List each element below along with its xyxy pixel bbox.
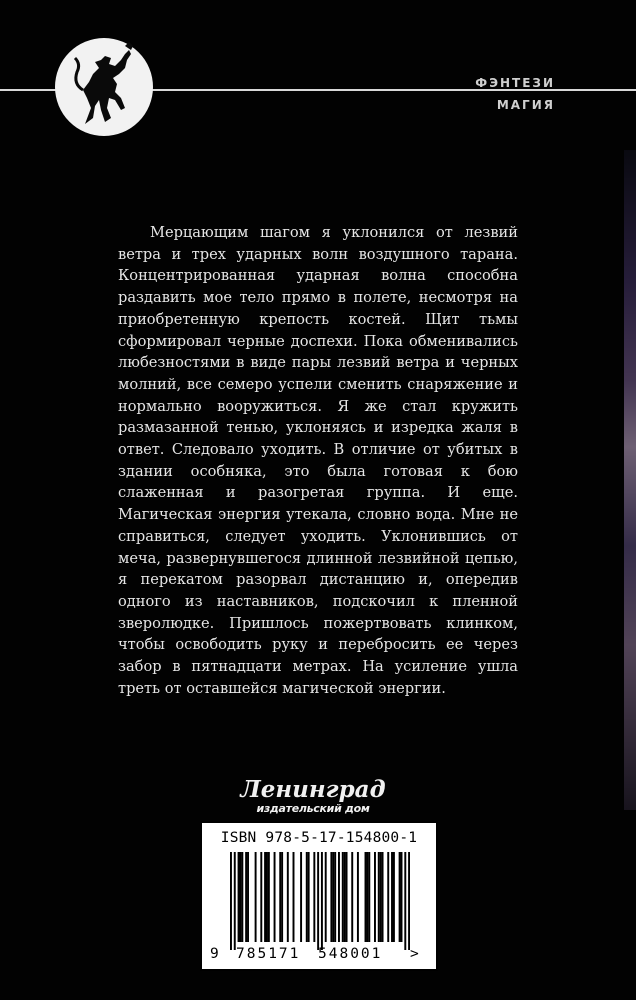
barcode-bar [382,852,384,942]
barcode-block [200,821,438,971]
publisher-name: Ленинград [240,776,386,803]
barcode-bar [393,852,395,942]
ean-digit-first: 9 [210,946,219,962]
barcode-bar [387,852,389,942]
barcode-bar [245,852,247,942]
isbn-text: ISBN 978-5-17-154800-1 [220,830,418,846]
blurb-text [118,222,518,699]
barcode-bar [338,852,340,942]
barcode-bar [391,852,393,942]
barcode-bar [401,852,403,942]
barcode-bar [230,852,232,950]
barcode-bar [325,852,327,942]
barcode-bar [264,852,266,942]
blurb-paragraph: Мерцающим шагом я уклонился от лезвий ветра и трех ударных волн воздушного тарана. Концентрированная ударная волна способна раздавить мое тело прямо в полете, несмотря на приобретенную крепость костей. Щит тьмы сформировал черные доспехи. Пока обменивались любезностями в виде пары лезвий ветра и черных молний, все семеро успели сменить снаряжение и нормально вооружиться. Я же стал кружить размазанной тенью, уклоняясь и изредка жаля в ответ. Следовало уходить. В отличие от убитых в здании особняка, это была готовая к бою слаженная и разогретая группа. И еще. Магическая энергия утекала, словно вода. Мне не справиться, следует уходить. Уклонившись от меча, развернувшегося длинной лезвийной цепью, я перекатом разорвал дистанцию и, опередив одного из наставников, подскочил к пленной зверолюдке. Пришлось пожертвовать клинком, чтобы освободить руку и перебросить ее через забор в пятнадцати метрах. На усиление ушла треть от оставшейся магической энергии. [118,224,518,697]
barcode-bar [274,852,276,942]
publisher-logo [55,38,153,136]
barcode-bar [332,852,334,942]
lion-rampant-icon [55,38,153,136]
barcode-bar [408,852,410,950]
barcode-bar [330,852,332,942]
barcode-bar [365,852,367,942]
barcode-bar [380,852,382,942]
barcode-bar [351,852,353,942]
publisher-subtitle: издательский дом [256,802,370,815]
barcode-bar [281,852,283,942]
cover-art-edge [624,150,636,810]
ean-digits-right: 548001 [318,946,383,962]
barcode-bar [342,852,344,942]
barcode-bar [321,852,323,950]
barcode-bar [368,852,370,942]
barcode-bar [293,852,295,942]
barcode-bar [346,852,348,942]
barcode-bar [247,852,249,942]
barcode-bar [404,852,406,950]
ean-digits-left: 785171 [236,946,301,962]
barcode-bar [374,852,376,942]
barcode-bar [399,852,401,942]
barcode-bar [357,852,359,942]
barcode-bar [344,852,346,942]
barcode-bar [317,852,319,950]
barcode-bar [234,852,236,950]
barcode-bar [378,852,380,942]
barcode-bar [238,852,240,942]
barcode-bar [255,852,257,942]
ean-barcode [230,852,410,950]
barcode-bar [268,852,270,942]
genre-label-fantasy: ФЭНТЕЗИ [475,76,555,90]
barcode-bar [366,852,368,942]
barcode-bar [279,852,281,942]
genre-label-magic: МАГИЯ [496,98,555,112]
barcode-bar [334,852,336,942]
barcode-bar [239,852,241,942]
barcode-bar [306,852,308,942]
barcode-bar [241,852,243,942]
barcode-bar [313,852,315,942]
publisher-imprint [238,778,388,815]
barcode-bar [300,852,302,942]
barcode-bar [287,852,289,942]
ean-quiet-mark: > [410,946,419,962]
barcode-bar [260,852,262,942]
barcode-bar [266,852,268,942]
barcode-bar [308,852,310,942]
genre-labels [475,72,555,116]
